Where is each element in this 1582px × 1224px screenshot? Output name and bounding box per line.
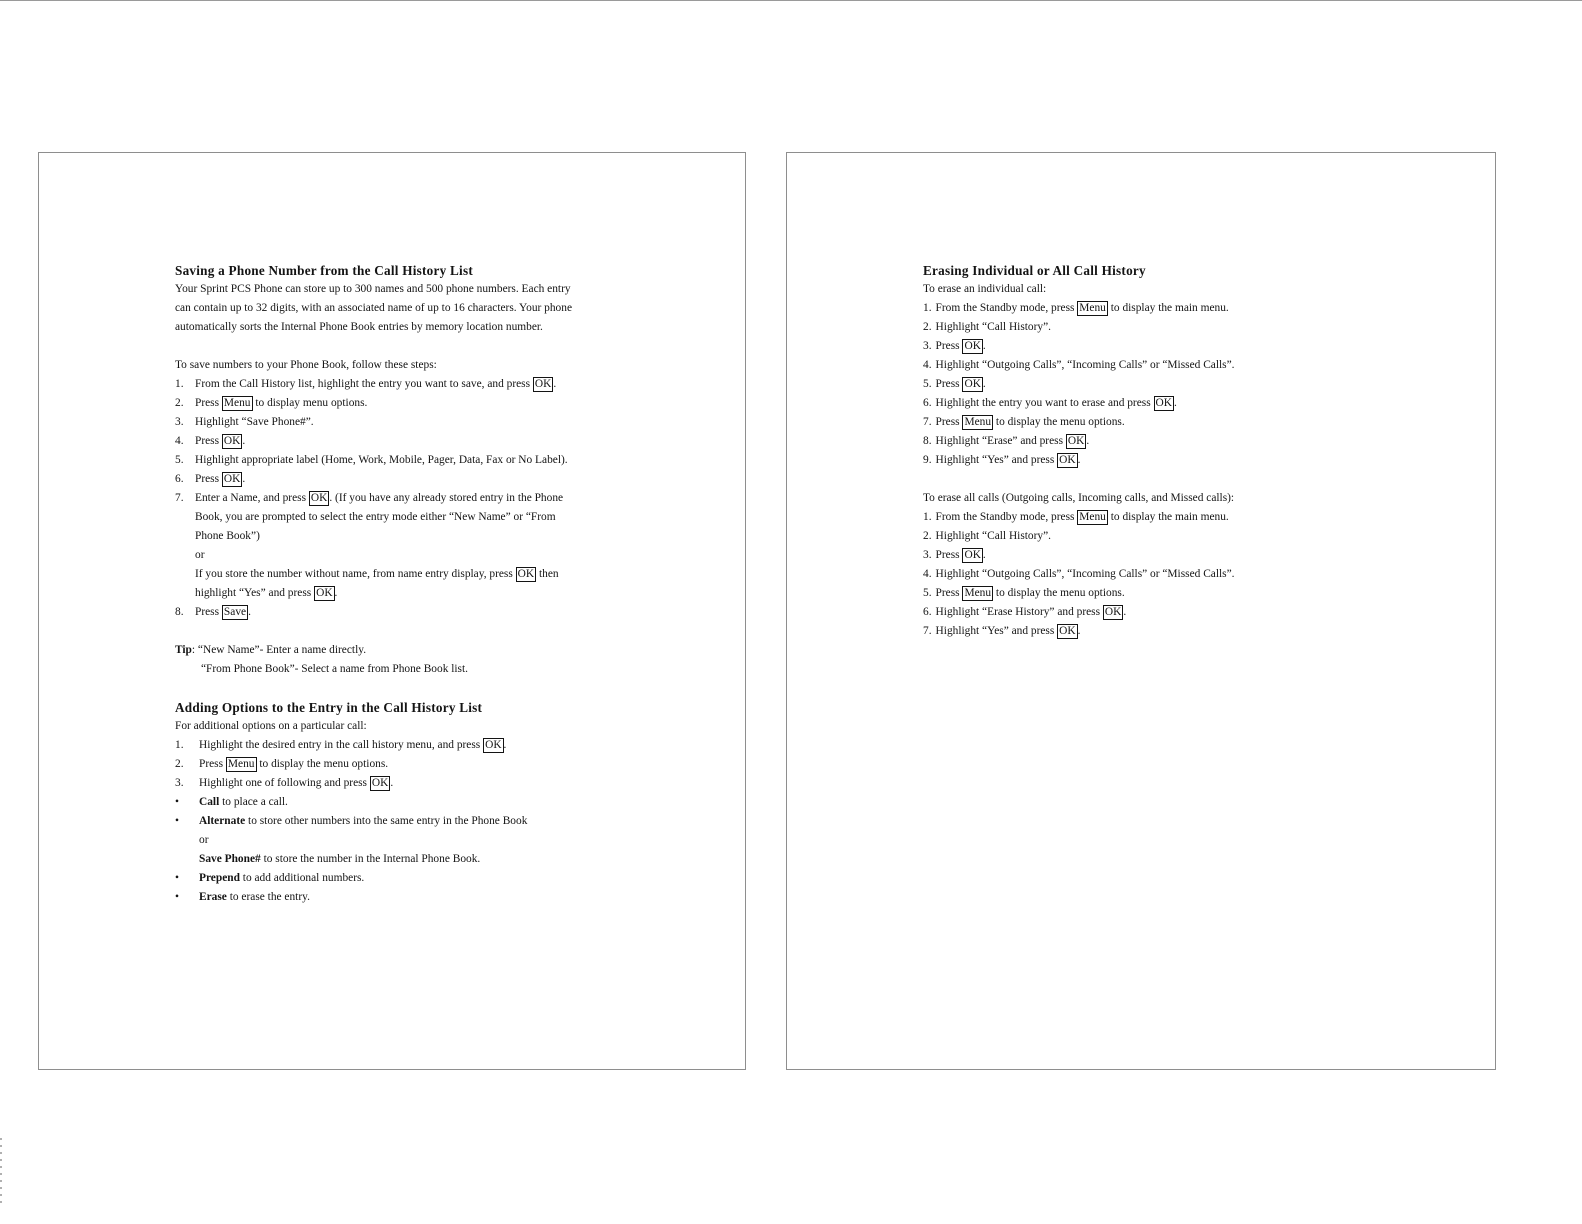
intro-line: Your Sprint PCS Phone can store up to 300 names and 500 phone numbers. Each entry <box>175 283 571 295</box>
step-item <box>175 432 645 451</box>
step-text: Highlight the desired entry in the call history menu, and press <box>199 739 481 751</box>
step-item <box>923 622 1363 641</box>
step-text: Press <box>195 397 220 409</box>
ok-key-label: OK <box>1059 625 1076 637</box>
option-text: to place a call. <box>222 796 288 808</box>
individual-intro: To erase an individual call: <box>923 283 1047 295</box>
step-text: Press <box>935 549 960 561</box>
step-number: 4. <box>923 359 932 371</box>
ok-key-label: OK <box>964 378 981 390</box>
step-text: Press <box>935 416 960 428</box>
menu-key-label: Menu <box>964 416 992 428</box>
ok-key-label: OK <box>964 549 981 561</box>
step-text: Press <box>199 758 224 770</box>
step-continuation: Phone Book”) <box>195 530 260 542</box>
step-text-after: . (If you have any already stored entry in the Phone <box>329 492 564 504</box>
menu-key-label: Menu <box>1079 511 1106 523</box>
ok-key-label: OK <box>517 568 535 580</box>
step-text-after: . <box>982 340 986 352</box>
step-alternative <box>175 584 645 603</box>
option-bullet <box>175 812 645 831</box>
step-number: 6. <box>923 397 932 409</box>
step-item <box>923 584 1363 603</box>
step-number: 3. <box>175 777 184 789</box>
tip-line <box>175 641 645 660</box>
ok-key-label: OK <box>485 739 502 751</box>
step-item <box>923 375 1363 394</box>
option-bullet <box>175 869 645 888</box>
step-text-after: . <box>248 606 251 618</box>
section-heading-adding-options: Adding Options to the Entry in the Call History List <box>175 700 483 715</box>
ok-key-label: OK <box>1059 454 1076 466</box>
step-text: highlight “Yes” and press <box>195 587 312 599</box>
tip-label: Tip <box>175 644 192 656</box>
intro-line: automatically sorts the Internal Phone Book entries by memory location number. <box>175 321 543 333</box>
step-item <box>175 394 645 413</box>
option-text: to add additional numbers. <box>242 872 365 884</box>
left-page-content <box>175 261 645 907</box>
step-number: 6. <box>923 606 932 618</box>
step-item <box>923 508 1363 527</box>
option-name: Save Phone# <box>199 853 261 865</box>
menu-key-label: Menu <box>227 758 255 770</box>
spacer <box>175 337 645 356</box>
step-item <box>923 413 1363 432</box>
step-item <box>923 565 1363 584</box>
step-item <box>923 299 1363 318</box>
step-text-after: to display the main menu. <box>1110 302 1229 314</box>
step-number: 5. <box>923 587 932 599</box>
step-item <box>175 451 645 470</box>
step-text-after: . <box>503 739 507 751</box>
step-text: Press <box>195 435 220 447</box>
step-number: 2. <box>923 321 932 333</box>
step-item <box>923 318 1363 337</box>
menu-key-label: Menu <box>223 397 251 409</box>
step-number: 6. <box>175 473 184 485</box>
ok-key-label: OK <box>310 492 328 504</box>
step-text-after: to display the menu options. <box>995 587 1125 599</box>
step-text-after: to display menu options. <box>255 397 368 409</box>
spacer <box>175 679 645 698</box>
step-text-after: . <box>1086 435 1090 447</box>
right-page <box>786 152 1496 1070</box>
step-number: 1. <box>923 511 932 523</box>
step-number: 5. <box>175 454 184 466</box>
step-number: 4. <box>175 435 184 447</box>
step-item <box>923 603 1363 622</box>
section-heading-saving: Saving a Phone Number from the Call History List <box>175 263 473 278</box>
step-text: Highlight one of following and press <box>199 777 367 789</box>
step-text-after: . <box>982 378 986 390</box>
step-text-after: . <box>1173 397 1177 409</box>
step-item <box>923 451 1363 470</box>
step-item <box>923 356 1363 375</box>
save-key-label: Save <box>223 606 247 618</box>
step-text: Highlight “Save Phone#”. <box>195 416 314 428</box>
step-number: 3. <box>923 549 932 561</box>
section-intro: For additional options on a particular call: <box>175 720 367 732</box>
step-item <box>175 755 645 774</box>
step-item <box>923 337 1363 356</box>
step-text: Highlight “Outgoing Calls”, “Incoming Calls” or “Missed Calls”. <box>935 568 1235 580</box>
step-text: Press <box>195 606 220 618</box>
step-number: 8. <box>923 435 932 447</box>
step-text-after: then <box>538 568 559 580</box>
option-alternative <box>175 850 645 869</box>
step-text-after: to display the menu options. <box>259 758 389 770</box>
menu-key-label: Menu <box>1079 302 1106 314</box>
step-text: Press <box>195 473 220 485</box>
or-label: or <box>199 834 209 846</box>
step-alternative <box>175 565 645 584</box>
ok-key-label: OK <box>1067 435 1085 447</box>
option-bullet <box>175 888 645 907</box>
step-number: 9. <box>923 454 932 466</box>
section-heading-erasing: Erasing Individual or All Call History <box>923 263 1146 278</box>
step-item <box>923 527 1363 546</box>
step-number: 5. <box>923 378 932 390</box>
step-text: Press <box>935 340 960 352</box>
step-item <box>175 736 645 755</box>
step-text-after: . <box>242 473 246 485</box>
step-text: Highlight appropriate label (Home, Work, Mobile, Pager, Data, Fax or No Label). <box>195 454 568 466</box>
step-text: Press <box>935 378 960 390</box>
option-name: Erase <box>199 891 227 903</box>
bullet-icon: • <box>175 796 179 808</box>
step-text: Press <box>935 587 960 599</box>
step-text: From the Standby mode, press <box>935 511 1075 523</box>
step-item <box>175 375 645 394</box>
scan-edge-marks <box>0 1138 2 1204</box>
step-text: Highlight “Outgoing Calls”, “Incoming Calls” or “Missed Calls”. <box>935 359 1235 371</box>
step-item <box>923 546 1363 565</box>
step-text: If you store the number without name, from name entry display, press <box>195 568 513 580</box>
step-text: Highlight “Erase History” and press <box>935 606 1101 618</box>
step-item <box>175 603 645 622</box>
step-text-after: . <box>982 549 986 561</box>
step-text-after: to display the menu options. <box>995 416 1125 428</box>
step-number: 1. <box>923 302 932 314</box>
step-item <box>175 413 645 432</box>
step-number: 4. <box>923 568 932 580</box>
step-number: 2. <box>923 530 932 542</box>
step-text: Highlight “Erase” and press <box>935 435 1064 447</box>
step-item <box>175 774 645 793</box>
step-number: 2. <box>175 397 184 409</box>
step-item <box>923 432 1363 451</box>
step-number: 1. <box>175 378 184 390</box>
step-number: 3. <box>923 340 932 352</box>
spacer <box>175 622 645 641</box>
step-item <box>175 489 645 508</box>
step-text: Highlight “Call History”. <box>935 321 1052 333</box>
step-continuation: Book, you are prompted to select the entry mode either “New Name” or “From <box>195 511 556 523</box>
bullet-icon: • <box>175 891 179 903</box>
tip-text: : “New Name”- Enter a name directly. <box>191 644 367 656</box>
left-page <box>38 152 746 1070</box>
step-number: 8. <box>175 606 184 618</box>
step-text-after: . <box>1077 454 1081 466</box>
all-intro: To erase all calls (Outgoing calls, Incoming calls, and Missed calls): <box>923 492 1235 504</box>
option-name: Alternate <box>199 815 246 827</box>
option-text: to erase the entry. <box>229 891 310 903</box>
menu-key-label: Menu <box>964 587 992 599</box>
option-name: Prepend <box>199 872 240 884</box>
step-text: Highlight the entry you want to erase and press <box>935 397 1151 409</box>
step-text: From the Standby mode, press <box>935 302 1075 314</box>
bullet-icon: • <box>175 872 179 884</box>
step-text: Enter a Name, and press <box>195 492 307 504</box>
step-item <box>923 394 1363 413</box>
right-page-content <box>923 261 1363 641</box>
step-number: 7. <box>923 625 932 637</box>
ok-key-label: OK <box>534 378 552 390</box>
step-text-after: . <box>1123 606 1127 618</box>
step-number: 2. <box>175 758 184 770</box>
spacer <box>923 470 1363 489</box>
steps-intro: To save numbers to your Phone Book, follow these steps: <box>175 359 437 371</box>
step-number: 7. <box>175 492 184 504</box>
step-text: From the Call History list, highlight the entry you want to save, and press <box>195 378 531 390</box>
or-label: or <box>195 549 205 561</box>
step-number: 1. <box>175 739 184 751</box>
ok-key-label: OK <box>371 777 389 789</box>
step-text-after: . <box>334 587 338 599</box>
scan-top-border <box>0 0 1582 1</box>
ok-key-label: OK <box>223 473 241 485</box>
option-text: to store the number in the Internal Phone Book. <box>263 853 481 865</box>
ok-key-label: OK <box>1104 606 1122 618</box>
ok-key-label: OK <box>1155 397 1172 409</box>
step-text: Highlight “Yes” and press <box>935 454 1055 466</box>
step-item <box>175 470 645 489</box>
step-text-after: . <box>390 777 394 789</box>
step-text-after: to display the main menu. <box>1110 511 1229 523</box>
tip-text-line2: “From Phone Book”- Select a name from Phone Book list. <box>201 663 469 675</box>
option-text: to store other numbers into the same entry in the Phone Book <box>248 815 528 827</box>
step-text: Highlight “Call History”. <box>935 530 1052 542</box>
option-bullet <box>175 793 645 812</box>
step-number: 3. <box>175 416 184 428</box>
step-text-after: . <box>553 378 557 390</box>
ok-key-label: OK <box>964 340 981 352</box>
ok-key-label: OK <box>223 435 241 447</box>
ok-key-label: OK <box>316 587 333 599</box>
bullet-icon: • <box>175 815 179 827</box>
step-text-after: . <box>242 435 246 447</box>
step-number: 7. <box>923 416 932 428</box>
step-text-after: . <box>1077 625 1081 637</box>
step-text: Highlight “Yes” and press <box>935 625 1055 637</box>
intro-line: can contain up to 32 digits, with an associated name of up to 16 characters. Your phone <box>175 302 572 314</box>
option-name: Call <box>199 796 220 808</box>
